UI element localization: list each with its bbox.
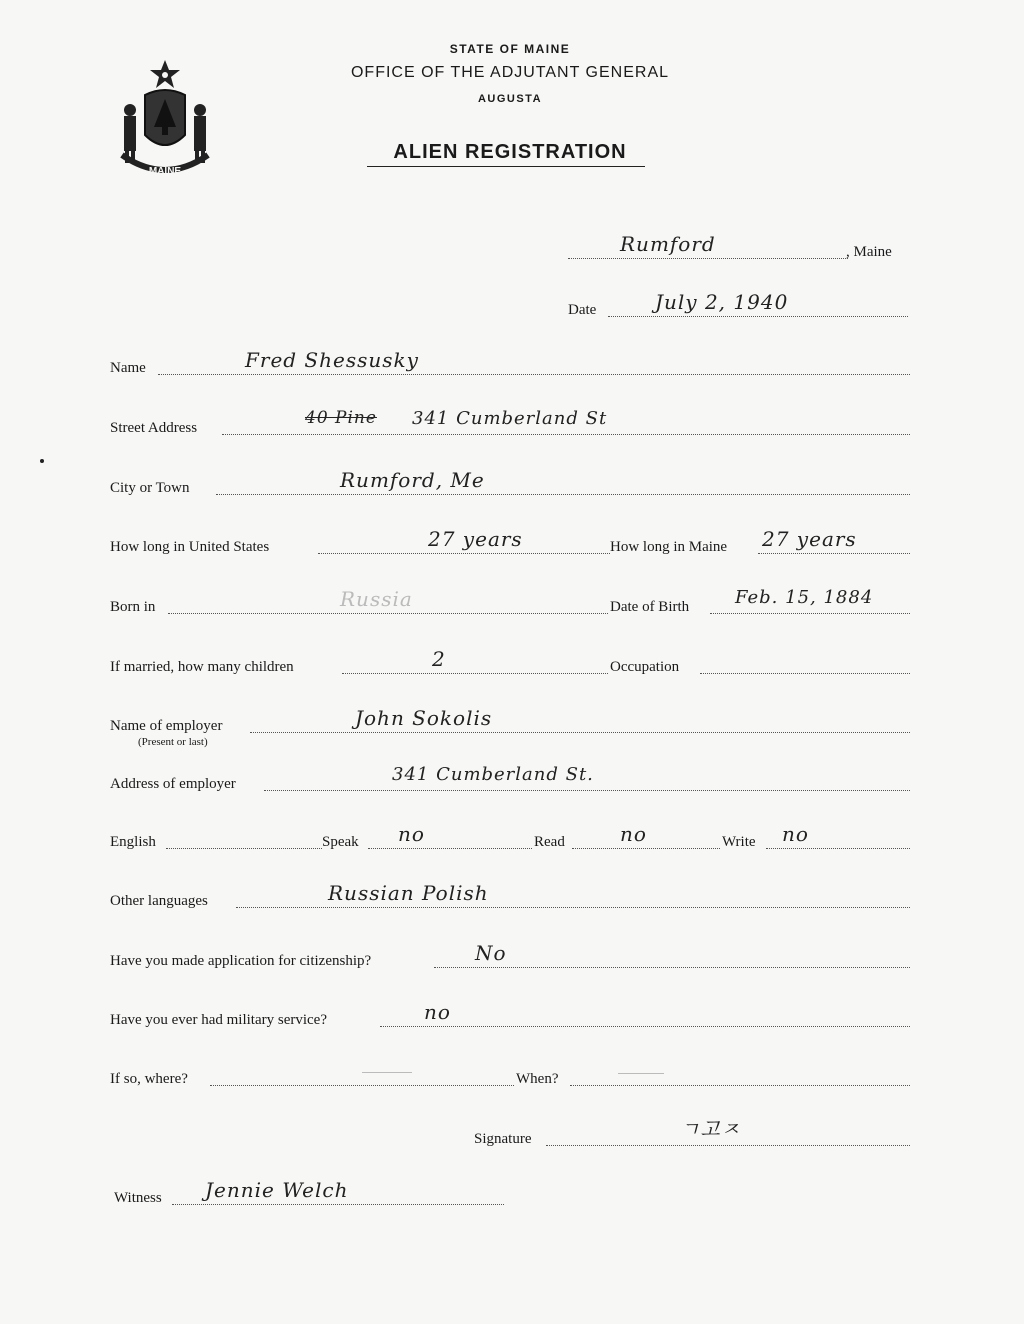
witness-line bbox=[172, 1204, 504, 1205]
employer-name-value: John Sokolis bbox=[355, 706, 493, 730]
town-value: Rumford bbox=[620, 232, 716, 256]
city-value: Rumford, Me bbox=[340, 468, 485, 492]
how-long-maine-label: How long in Maine bbox=[610, 539, 728, 555]
employer-note: (Present or last) bbox=[138, 736, 208, 748]
maine-label: , Maine bbox=[846, 244, 892, 260]
seal-motto: MAINE bbox=[148, 166, 182, 177]
occupation-label: Occupation bbox=[610, 659, 680, 675]
if-so-where-dash bbox=[362, 1072, 412, 1073]
street-address-struck: 40 Pine bbox=[305, 408, 377, 428]
other-languages-line bbox=[236, 907, 910, 908]
english-label: English bbox=[110, 834, 156, 850]
state-heading: STATE OF MAINE bbox=[449, 42, 571, 56]
witness-value: Jennie Welch bbox=[205, 1178, 349, 1202]
speak-value: no bbox=[398, 822, 425, 846]
write-line bbox=[766, 848, 910, 849]
when-label: When? bbox=[516, 1071, 559, 1087]
citizenship-label: Have you made application for citizenship? bbox=[110, 953, 372, 969]
witness-label: Witness bbox=[114, 1190, 162, 1206]
office-heading: OFFICE OF THE ADJUTANT GENERAL bbox=[350, 64, 670, 81]
born-in-line bbox=[168, 613, 608, 614]
signature-value: ㄱ고ㅈ bbox=[680, 1117, 741, 1141]
employer-address-line bbox=[264, 790, 910, 791]
town-line bbox=[568, 258, 848, 259]
citizenship-line bbox=[434, 967, 910, 968]
military-value: no bbox=[424, 1000, 451, 1024]
employer-name-label: Name of employer bbox=[110, 718, 223, 734]
employer-address-value: 341 Cumberland St. bbox=[392, 764, 594, 785]
city-line bbox=[216, 494, 910, 495]
street-address-line bbox=[222, 434, 910, 435]
speak-label: Speak bbox=[322, 834, 359, 850]
city-label: City or Town bbox=[110, 480, 190, 496]
how-long-us-value: 27 years bbox=[428, 527, 523, 551]
children-label: If married, how many children bbox=[110, 659, 294, 675]
date-value: July 2, 1940 bbox=[655, 290, 789, 314]
date-line bbox=[608, 316, 908, 317]
speak-line bbox=[368, 848, 532, 849]
read-value: no bbox=[620, 822, 647, 846]
when-dash bbox=[618, 1073, 664, 1074]
state-seal-icon bbox=[110, 55, 220, 180]
if-so-where-line bbox=[210, 1085, 514, 1086]
other-languages-value: Russian Polish bbox=[328, 881, 489, 905]
born-in-value: Russia bbox=[340, 587, 413, 611]
how-long-us-line bbox=[318, 553, 610, 554]
when-line bbox=[570, 1085, 910, 1086]
military-label: Have you ever had military service? bbox=[110, 1012, 327, 1028]
military-line bbox=[380, 1026, 910, 1027]
children-line bbox=[342, 673, 608, 674]
how-long-us-label: How long in United States bbox=[110, 539, 270, 555]
signature-line bbox=[546, 1145, 910, 1146]
name-value: Fred Shessusky bbox=[245, 348, 419, 372]
how-long-maine-line bbox=[758, 553, 910, 554]
write-label: Write bbox=[722, 834, 756, 850]
employer-address-label: Address of employer bbox=[110, 776, 236, 792]
how-long-maine-value: 27 years bbox=[762, 527, 857, 551]
date-of-birth-line bbox=[710, 613, 910, 614]
signature-label: Signature bbox=[474, 1131, 532, 1147]
name-label: Name bbox=[110, 360, 146, 376]
employer-name-line bbox=[250, 732, 910, 733]
citizenship-value: No bbox=[475, 941, 507, 965]
date-of-birth-label: Date of Birth bbox=[610, 599, 690, 615]
write-value: no bbox=[782, 822, 809, 846]
title-underline bbox=[367, 166, 645, 167]
name-line bbox=[158, 374, 910, 375]
read-line bbox=[572, 848, 720, 849]
read-label: Read bbox=[534, 834, 565, 850]
form-title: ALIEN REGISTRATION bbox=[393, 141, 627, 163]
other-languages-label: Other languages bbox=[110, 893, 208, 909]
street-address-value: 341 Cumberland St bbox=[412, 408, 608, 429]
occupation-line bbox=[700, 673, 910, 674]
date-label: Date bbox=[568, 302, 597, 318]
if-so-where-label: If so, where? bbox=[110, 1071, 188, 1087]
english-line bbox=[166, 848, 322, 849]
ink-speck bbox=[40, 459, 44, 463]
date-of-birth-value: Feb. 15, 1884 bbox=[735, 587, 874, 608]
street-address-label: Street Address bbox=[110, 420, 198, 436]
born-in-label: Born in bbox=[110, 599, 156, 615]
children-value: 2 bbox=[432, 647, 446, 671]
city-heading: AUGUSTA bbox=[477, 93, 543, 105]
